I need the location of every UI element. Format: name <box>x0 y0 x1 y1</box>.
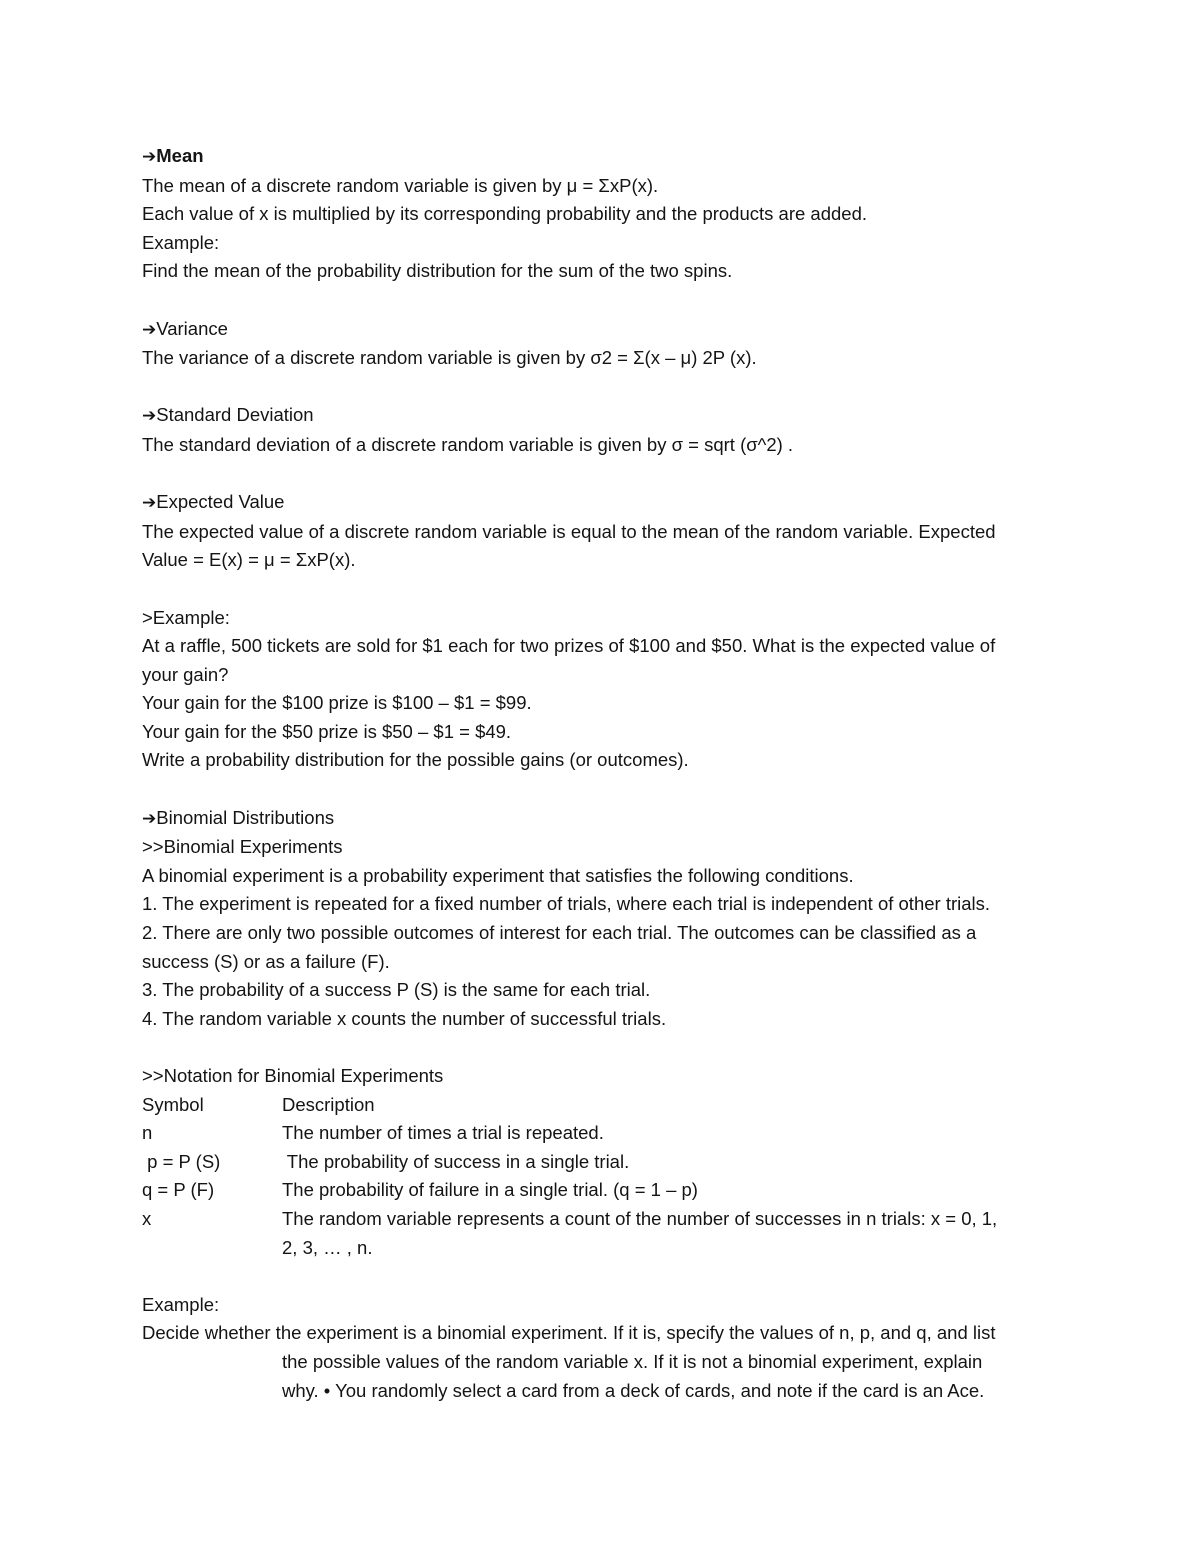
symbol-header: Symbol <box>142 1093 204 1115</box>
arrow-right-icon: ➔ <box>142 319 157 339</box>
notation-row <box>142 1205 1082 1234</box>
notation-description: The number of times a trial is repeated. <box>282 1122 604 1144</box>
notation-description: The probability of success in a single trial. <box>282 1150 630 1172</box>
final-example-line: why. • You randomly select a card from a deck of cards, and note if the card is an Ace. <box>282 1379 985 1401</box>
spacer <box>142 373 1082 402</box>
binomial-heading-text: Binomial Distributions <box>156 806 335 828</box>
stddev-line: The standard deviation of a discrete random variable is given by σ = sqrt (σ^2) . <box>142 433 794 455</box>
spacer <box>142 1262 1082 1291</box>
notation-symbol: q = P (F) <box>142 1179 215 1201</box>
binomial-line: success (S) or as a failure (F). <box>142 950 390 972</box>
expected-line: The expected value of a discrete random variable is equal to the mean of the random variable. Expected <box>142 520 996 542</box>
notation-continuation: 2, 3, … , n. <box>282 1236 373 1258</box>
variance-heading <box>142 315 1082 345</box>
final-example-line: Decide whether the experiment is a binomial experiment. If it is, specify the values of n, p, and q, and list <box>142 1322 996 1344</box>
spacer <box>142 460 1082 489</box>
mean-line: The mean of a discrete random variable is given by μ = ΣxP(x). <box>142 174 659 196</box>
expected-heading <box>142 488 1082 518</box>
raffle-line: your gain? <box>142 663 229 685</box>
binomial-heading <box>142 804 1082 834</box>
final-example-heading: Example: <box>142 1293 220 1315</box>
notation-row <box>142 1148 1082 1177</box>
notation-description: The probability of failure in a single trial. (q = 1 – p) <box>282 1179 698 1201</box>
binomial-line: 2. There are only two possible outcomes of interest for each trial. The outcomes can be classified as a <box>142 922 977 944</box>
arrow-right-icon: ➔ <box>142 493 157 513</box>
notation-header-row <box>142 1091 1082 1120</box>
expected-line: Value = E(x) = μ = ΣxP(x). <box>142 549 356 571</box>
spacer <box>142 575 1082 604</box>
raffle-line: Your gain for the $50 prize is $50 – $1 = $49. <box>142 720 512 742</box>
arrow-right-icon: ➔ <box>142 147 157 166</box>
spacer <box>142 1033 1082 1062</box>
notation-description: The random variable represents a count of the number of successes in n trials: x = 0, 1, <box>282 1207 998 1229</box>
mean-heading <box>142 142 1082 172</box>
mean-heading-text: Mean <box>156 145 204 166</box>
notation-symbol: n <box>142 1122 153 1144</box>
raffle-line: At a raffle, 500 tickets are sold for $1 each for two prizes of $100 and $50. What is the expected value of <box>142 635 996 657</box>
description-header: Description <box>282 1093 375 1115</box>
stddev-heading <box>142 401 1082 431</box>
variance-line: The variance of a discrete random variable is given by σ2 = Σ(x – μ) 2P (x). <box>142 347 757 369</box>
mean-line: Each value of x is multiplied by its corresponding probability and the products are added. <box>142 203 868 225</box>
raffle-line: Your gain for the $100 prize is $100 – $1 = $99. <box>142 692 532 714</box>
binomial-line: 4. The random variable x counts the number of successful trials. <box>142 1007 667 1029</box>
notation-row <box>142 1176 1082 1205</box>
raffle-line: Write a probability distribution for the possible gains (or outcomes). <box>142 749 689 771</box>
variance-heading-text: Variance <box>156 317 228 339</box>
notation-row <box>142 1119 1082 1148</box>
notation-heading: >>Notation for Binomial Experiments <box>142 1065 444 1086</box>
arrow-right-icon: ➔ <box>142 406 157 426</box>
raffle-heading: >Example: <box>142 606 230 628</box>
final-example-line: the possible values of the random variable x. If it is not a binomial experiment, explain <box>282 1350 983 1372</box>
notation-symbol: p = P (S) <box>142 1150 221 1172</box>
spacer <box>142 286 1082 315</box>
stddev-heading-text: Standard Deviation <box>156 404 314 426</box>
mean-line: Find the mean of the probability distribution for the sum of the two spins. <box>142 260 733 282</box>
binomial-subheading: >>Binomial Experiments <box>142 836 343 858</box>
expected-heading-text: Expected Value <box>156 491 285 513</box>
document-body <box>142 142 1082 1405</box>
spacer <box>142 775 1082 804</box>
binomial-line: A binomial experiment is a probability experiment that satisfies the following conditions. <box>142 864 854 886</box>
binomial-line: 3. The probability of a success P (S) is the same for each trial. <box>142 979 651 1001</box>
arrow-right-icon: ➔ <box>142 808 157 828</box>
binomial-line: 1. The experiment is repeated for a fixed number of trials, where each trial is independent of other trials. <box>142 893 991 915</box>
notation-symbol: x <box>142 1207 152 1229</box>
mean-line: Example: <box>142 231 220 253</box>
